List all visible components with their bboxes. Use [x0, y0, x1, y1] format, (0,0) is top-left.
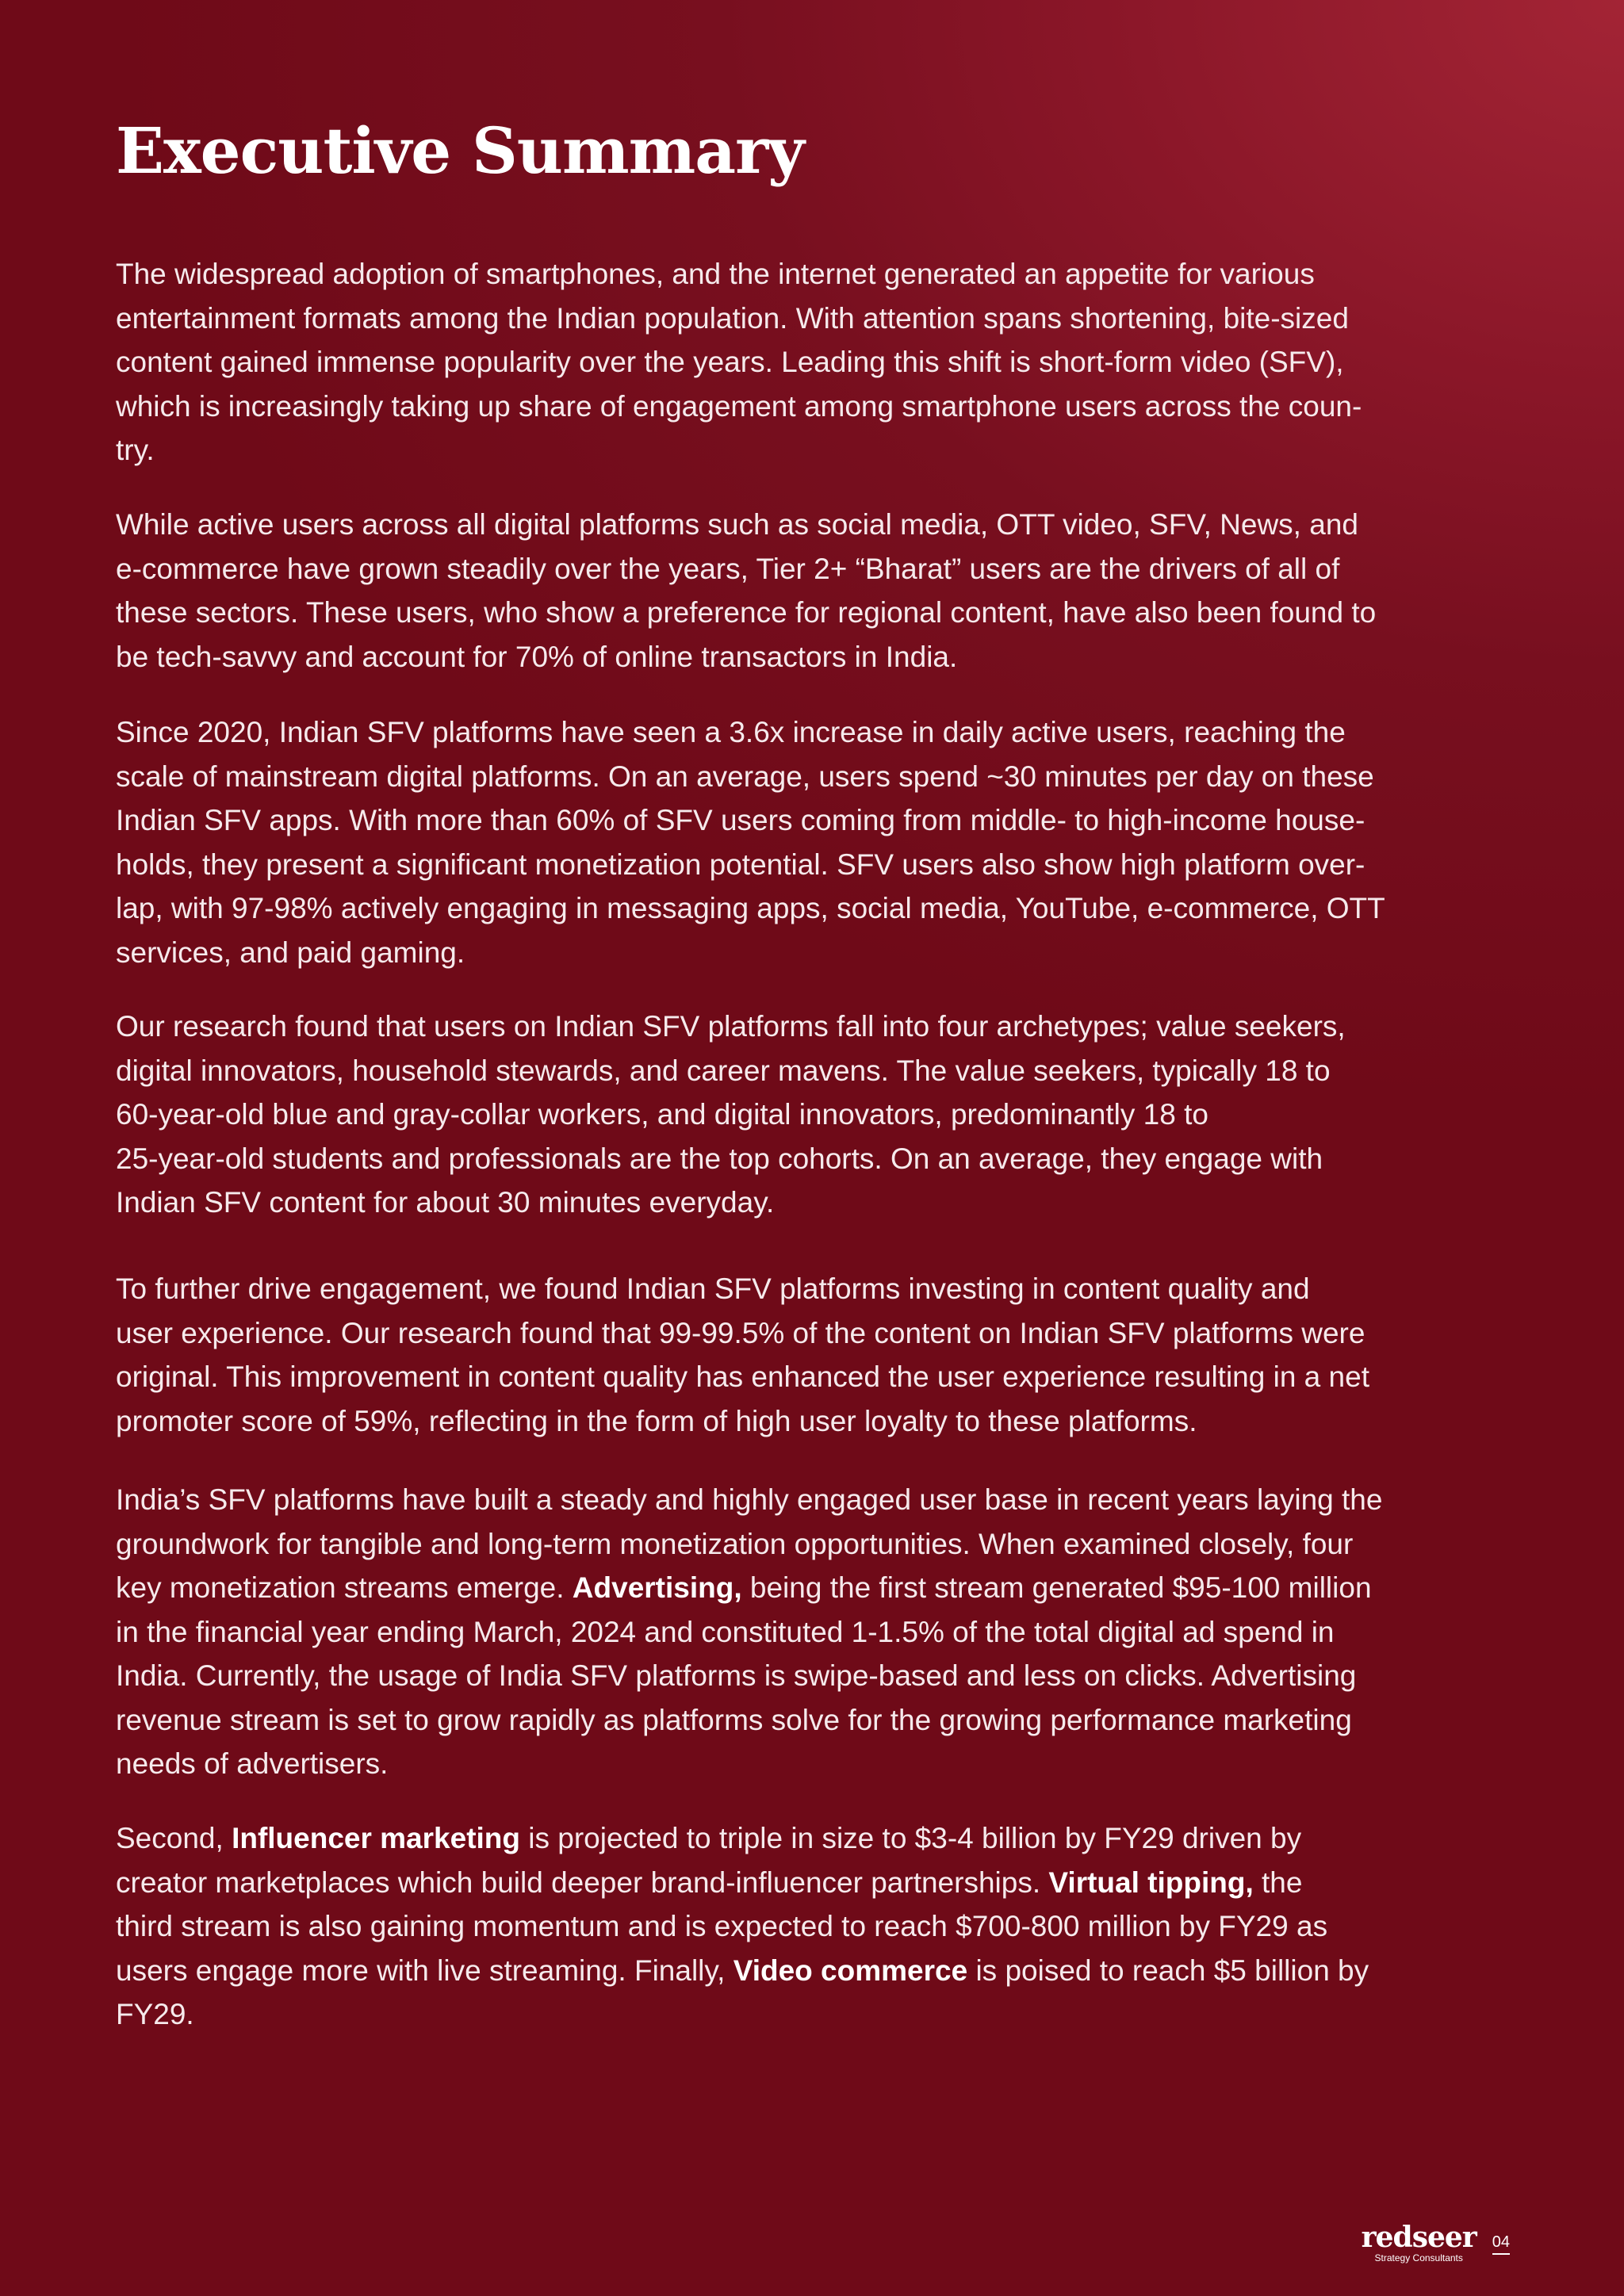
- text-line: Indian SFV apps. With more than 60% of SFV users coming from middle- to high-income house-: [116, 804, 1365, 836]
- text-line: digital innovators, household stewards, and career mavens. The value seekers, typically 18 to: [116, 1054, 1331, 1087]
- paragraph: [116, 503, 1376, 679]
- text-line: Indian SFV content for about 30 minutes everyday.: [116, 1186, 775, 1219]
- text-line: users engage more with live streaming. Finally, Video commerce is poised to reach $5 billion by: [116, 1954, 1369, 1987]
- text-line: holds, they present a significant monetization potential. SFV users also show high platform over-: [116, 848, 1365, 881]
- text-line: India’s SFV platforms have built a steady and highly engaged user base in recent years laying the: [116, 1483, 1383, 1516]
- text-line: creator marketplaces which build deeper brand-influencer partnerships. Virtual tipping, the: [116, 1866, 1303, 1899]
- text-line: promoter score of 59%, reflecting in the form of high user loyalty to these platforms.: [116, 1404, 1197, 1437]
- paragraph: [116, 252, 1362, 473]
- text-line: try.: [116, 434, 155, 466]
- text-line: be tech-savvy and account for 70% of online transactors in India.: [116, 640, 958, 673]
- text-line: Our research found that users on Indian SFV platforms fall into four archetypes; value seekers,: [116, 1010, 1346, 1043]
- text-line: 25-year-old students and professionals are the top cohorts. On an average, they engage with: [116, 1142, 1323, 1175]
- text-line: The widespread adoption of smartphones, and the internet generated an appetite for various: [116, 258, 1315, 290]
- text-line: revenue stream is set to grow rapidly as platforms solve for the growing performance marketing: [116, 1703, 1352, 1736]
- bold-term: Virtual tipping,: [1048, 1866, 1254, 1899]
- text-line: India. Currently, the usage of India SFV platforms is swipe-based and less on clicks. Advertising: [116, 1659, 1357, 1692]
- logo-subtitle: Strategy Consultants: [1374, 2252, 1463, 2263]
- text-line: groundwork for tangible and long-term monetization opportunities. When examined closely, four: [116, 1527, 1354, 1560]
- redseer-logo: [1362, 2223, 1477, 2264]
- text-line: these sectors. These users, who show a preference for regional content, have also been found to: [116, 596, 1377, 629]
- text-line: To further drive engagement, we found Indian SFV platforms investing in content quality and: [116, 1272, 1310, 1305]
- paragraph: [116, 1816, 1369, 2037]
- bold-term: Influencer marketing: [232, 1822, 520, 1854]
- text-line: FY29.: [116, 1998, 194, 2030]
- text-line: in the financial year ending March, 2024 and constituted 1-1.5% of the total digital ad spend in: [116, 1615, 1335, 1648]
- page-title: Executive Summary: [116, 113, 804, 188]
- paragraph: [116, 1267, 1369, 1443]
- text-line: key monetization streams emerge. Advertising, being the first stream generated $95-100 million: [116, 1571, 1372, 1604]
- text-line: services, and paid gaming.: [116, 936, 465, 969]
- text-line: content gained immense popularity over the years. Leading this shift is short-form video (SFV),: [116, 346, 1344, 378]
- bold-term: Advertising,: [572, 1571, 742, 1604]
- text-line: 60-year-old blue and gray-collar workers, and digital innovators, predominantly 18 to: [116, 1098, 1208, 1131]
- text-line: While active users across all digital platforms such as social media, OTT video, SFV, News, and: [116, 508, 1358, 541]
- text-line: original. This improvement in content quality has enhanced the user experience resulting in a net: [116, 1360, 1369, 1393]
- page-number: 04: [1492, 2233, 1510, 2255]
- paragraph: [116, 1004, 1346, 1225]
- text-line: Second, Influencer marketing is projected to triple in size to $3-4 billion by FY29 driven by: [116, 1822, 1302, 1854]
- text-line: needs of advertisers.: [116, 1747, 389, 1780]
- text-line: Since 2020, Indian SFV platforms have seen a 3.6x increase in daily active users, reaching the: [116, 716, 1346, 748]
- paragraph: [116, 1478, 1382, 1786]
- bold-term: Video commerce: [733, 1954, 968, 1987]
- text-line: e-commerce have grown steadily over the years, Tier 2+ “Bharat” users are the drivers of all of: [116, 552, 1340, 585]
- logo-wordmark: redseer: [1361, 2221, 1477, 2254]
- text-line: third stream is also gaining momentum and is expected to reach $700-800 million by FY29 as: [116, 1910, 1328, 1942]
- text-line: entertainment formats among the Indian population. With attention spans shortening, bite-sized: [116, 301, 1349, 335]
- page-footer: [1362, 2223, 1510, 2264]
- paragraph: [116, 710, 1385, 974]
- text-line: lap, with 97-98% actively engaging in messaging apps, social media, YouTube, e-commerce, OTT: [116, 892, 1385, 924]
- text-line: which is increasingly taking up share of engagement among smartphone users across the coun-: [116, 389, 1362, 423]
- text-line: user experience. Our research found that 99-99.5% of the content on Indian SFV platforms were: [116, 1316, 1365, 1349]
- text-line: scale of mainstream digital platforms. On an average, users spend ~30 minutes per day on these: [116, 760, 1374, 793]
